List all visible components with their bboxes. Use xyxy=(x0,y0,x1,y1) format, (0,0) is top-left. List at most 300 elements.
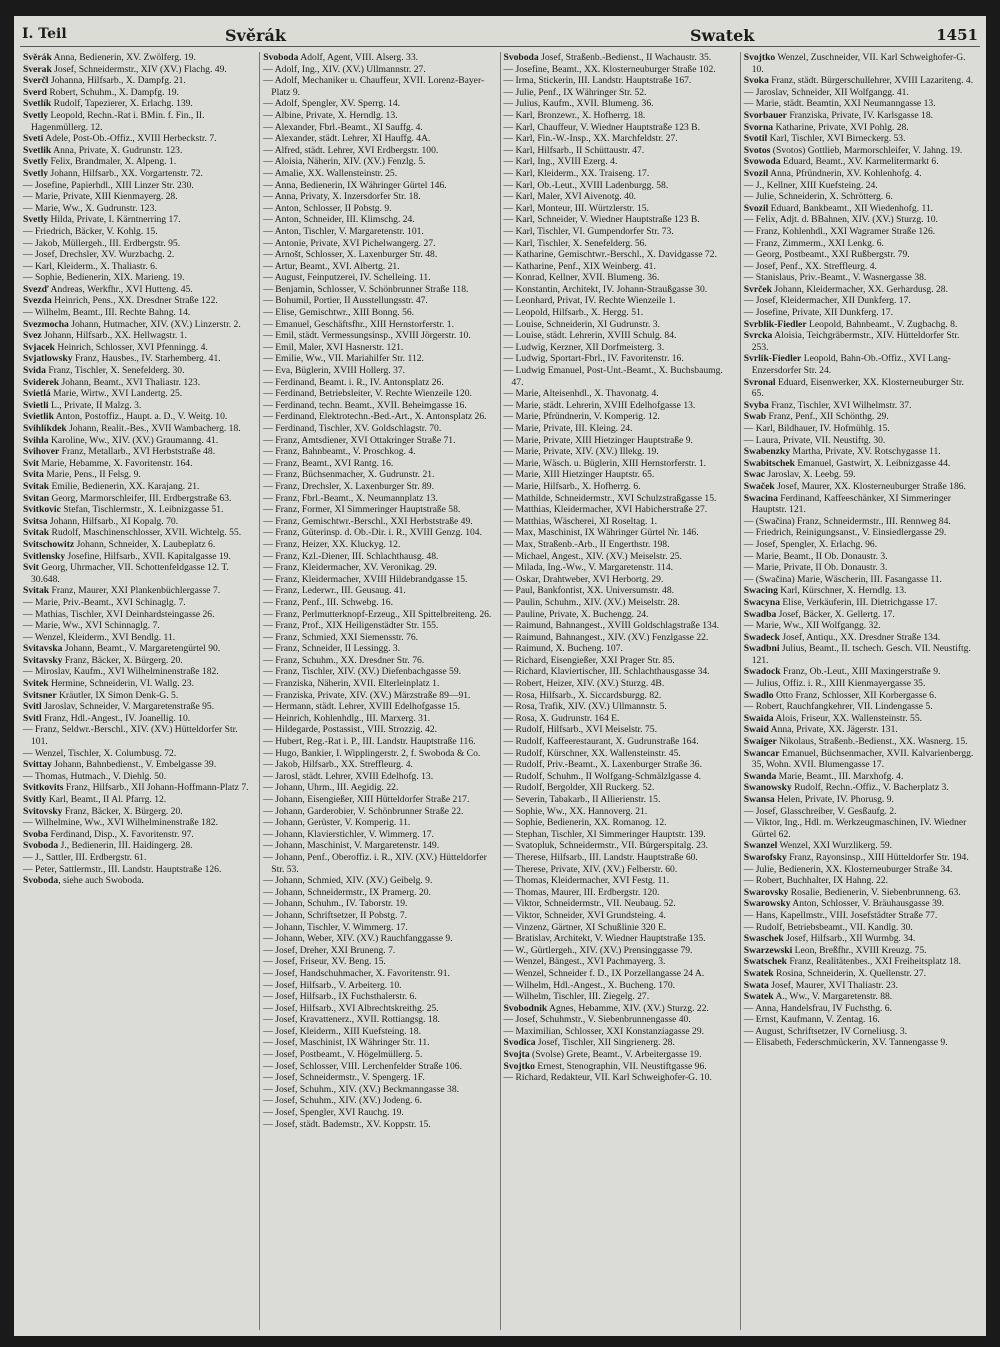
page-header xyxy=(20,16,980,47)
entry-details: Heinrich, Schlosser, XVI Pfenningg. 4. xyxy=(54,341,208,353)
directory-entry xyxy=(263,922,496,934)
entry-details: — Paulin, Schuhm., XIV. (XV.) Meiselstr. 28. xyxy=(503,596,680,608)
entry-surname: Svetly xyxy=(23,214,49,226)
entry-details: — Sophie, Bedienerin, XIX. Marieng. 19. xyxy=(23,272,185,284)
entry-surname: Svitak xyxy=(23,480,50,492)
column-2 xyxy=(260,52,500,1330)
entry-details: Josef, Straßenb.-Bedienst., II Wachaustr. 35. xyxy=(538,52,712,63)
entry-details: Marie, Beamt., III. Marxhofg. 4. xyxy=(776,770,904,782)
directory-entry xyxy=(263,295,496,307)
directory-entry xyxy=(744,516,977,528)
directory-entry xyxy=(744,87,977,99)
directory-entry xyxy=(504,133,737,145)
entry-surname: Svitavsky xyxy=(23,654,63,666)
entry-details: — Rudolf, Schuhm., II Wolfgang-Schmälzlgasse 4. xyxy=(503,770,702,782)
directory-entry xyxy=(504,504,737,516)
entry-details: — Anna, Bedienerin, IX Währinger Gürtel 146. xyxy=(263,179,447,191)
directory-entry xyxy=(263,945,496,957)
directory-entry xyxy=(23,678,256,690)
directory-entry xyxy=(23,365,256,377)
entry-details: — Richard, Redakteur, VII. Karl Schweighofer-G. 10. xyxy=(503,1072,712,1084)
entry-details: — Peter, Sattlermstr., III. Landstr. Hauptstraße 126. xyxy=(23,863,222,875)
directory-entry xyxy=(744,203,977,215)
entry-surname: Swaschek xyxy=(743,933,784,945)
directory-entry xyxy=(744,956,977,968)
directory-entry xyxy=(263,284,496,296)
entry-details: — Robert, Heizer, XIV. (XV.) Sturzg. 4B. xyxy=(503,678,665,690)
directory-entry xyxy=(744,411,977,423)
directory-entry xyxy=(23,597,256,609)
entry-details: — Julius, Kaufm., XVII. Blumeng. 36. xyxy=(503,98,654,110)
directory-entry xyxy=(23,852,256,864)
entry-details: Adele, Post-Ob.-Offiz., XVIII Herbeckstr. 7. xyxy=(43,133,217,145)
directory-entry xyxy=(504,782,737,794)
directory-entry xyxy=(504,1037,737,1049)
entry-details: — Wilhelm, Beamt., III. Rechte Bahng. 14. xyxy=(23,307,191,319)
directory-entry xyxy=(504,748,737,760)
entry-details: — Adolf, Ing., XIV. (XV.) Ullmannstr. 27. xyxy=(263,63,426,75)
directory-entry xyxy=(744,458,977,470)
entry-details: Johann, Beamt., V. Margaretengürtel 90. xyxy=(62,643,221,655)
entry-details: — Emanuel, Geschäftsfhr., XIII Hernstorferstr. 1. xyxy=(263,318,455,330)
directory-entry xyxy=(504,52,737,64)
entry-details: — Franz, Beamt., XVI Rantg. 16. xyxy=(263,457,394,469)
directory-entry xyxy=(263,249,496,261)
entry-details: — Rudolf, Kaffeerestaurant, X. Gudrunstraße 164. xyxy=(503,736,699,748)
entry-details: — Emil, Maler, XVI Hasnerstr. 121. xyxy=(263,341,404,353)
entry-details: — Alexander, Fbrl.-Beamt., XI Sauffg. 4. xyxy=(263,121,423,133)
entry-surname: Svetlík xyxy=(23,98,52,110)
entry-details: Stefan, Tischlermstr., X. Leibnizgasse 51. xyxy=(60,504,224,516)
entry-details: — Sophie, Bedienerin, XX. Romanog. 12. xyxy=(503,817,667,829)
entry-details: — Alfred, städt. Lehrer, XVI Erdbergstr. 100. xyxy=(263,144,439,156)
last-entry-name: Swatek xyxy=(690,26,755,45)
directory-entry xyxy=(263,423,496,435)
directory-entry xyxy=(744,156,977,168)
directory-entry xyxy=(23,817,256,829)
entry-details: — Wenzel, Bängest., XVI Pachmayerg. 3. xyxy=(503,956,666,968)
directory-entry xyxy=(23,191,256,203)
directory-entry xyxy=(263,1107,496,1119)
entry-details: Katharine, Private, XVI Pohlg. 28. xyxy=(773,121,909,133)
directory-entry xyxy=(504,562,737,574)
directory-entry xyxy=(744,817,977,840)
directory-entry xyxy=(504,701,737,713)
entry-details: — Leonhard, Privat, IV. Rechte Wienzeile 1. xyxy=(503,295,676,307)
entry-surname: Svitkovic xyxy=(23,504,61,516)
directory-entry xyxy=(504,249,737,261)
directory-entry xyxy=(263,1072,496,1084)
directory-entry xyxy=(744,968,977,980)
entry-details: Jaroslav, Schneider, V. Margaretenstraße 95. xyxy=(41,701,215,713)
entry-details: Martha, Private, XV. Rotschygasse 11. xyxy=(790,446,941,458)
entry-details: — Wilhelmine, Ww., XVI Wilhelminenstraße 182. xyxy=(23,817,218,829)
entry-surname: Swacina xyxy=(743,492,778,504)
directory-entry xyxy=(23,435,256,447)
entry-details: Anna, Private, X. Gudrunstr. 123. xyxy=(51,144,183,156)
entry-details: — Franz, Former, XI Simmeringer Hauptstraße 58. xyxy=(263,504,461,516)
entry-details: — Konstantin, Architekt, IV. Johann-Straußgasse 30. xyxy=(503,283,708,295)
entry-surname: Swaid xyxy=(743,724,769,736)
entry-details: J., Bedienerin, III. Haidingerg. 28. xyxy=(58,840,193,852)
directory-entry xyxy=(263,991,496,1003)
entry-surname: Swab xyxy=(743,411,767,423)
entry-details: — Josef, Schuhm., XIV. (XV.) Beckmanngasse 38. xyxy=(263,1083,460,1095)
directory-entry xyxy=(23,655,256,667)
directory-page xyxy=(14,16,986,1336)
entry-details: Josef, Antiqu., XX. Dresdner Straße 134. xyxy=(780,631,941,643)
entry-details: — Franz, Perlmutterknopf-Erzeug., XII Spittelbreiteng. 26. xyxy=(263,608,492,620)
entry-details: — Matthias, Wäscherei, XI Roseltag. 1. xyxy=(503,515,658,527)
entry-details: Anna, Private, XX. Jägerstr. 131. xyxy=(768,724,898,736)
entry-details: — Karl, Ing., XVIII Ezerg. 4. xyxy=(503,156,618,168)
directory-entry xyxy=(23,771,256,783)
directory-entry xyxy=(23,272,256,284)
entry-details: Andreas, Werkfhr., XVI Hutteng. 45. xyxy=(48,283,193,295)
entry-details: — Louise, städt. Lehrerin, XVIII Schulg. 84. xyxy=(503,330,677,342)
entry-surname: Svitsa xyxy=(23,515,48,527)
directory-entry xyxy=(263,191,496,203)
entry-details: — Wilhelm, Hdl.-Angest., X. Bucheng. 170. xyxy=(503,979,676,991)
entry-details: — Johann, Schmied, XIV. (XV.) Geibelg. 9. xyxy=(263,875,433,887)
directory-entry xyxy=(23,609,256,621)
entry-details: Karl, Tischler, XVI Birneckerg. 53. xyxy=(767,133,906,145)
directory-entry xyxy=(263,469,496,481)
entry-surname: Svitovsky xyxy=(23,805,63,817)
directory-entry xyxy=(263,435,496,447)
directory-entry xyxy=(23,319,256,331)
entry-details: — Louise, Schneiderin, XI Gudrunstr. 3. xyxy=(503,318,660,330)
entry-surname: Sverak xyxy=(23,63,52,75)
entry-details: Felix, Brandmaler, X. Alpeng. 1. xyxy=(48,156,177,168)
directory-entry xyxy=(504,353,737,365)
directory-entry xyxy=(744,875,977,887)
entry-details: — Raimund, X. Bucheng. 107. xyxy=(503,643,623,655)
directory-entry xyxy=(504,75,737,87)
entry-details: Aloisia, Teichgräbermstr., XIV. Hütteldorfer Str. 253. xyxy=(751,330,960,353)
directory-entry xyxy=(504,435,737,447)
entry-surname: Swadeck xyxy=(743,631,780,643)
directory-entry xyxy=(263,1026,496,1038)
entry-details: Johann, Hilfsarb., XX. Hellwagstr. 1. xyxy=(41,330,187,342)
section-label: I. Teil xyxy=(22,26,67,42)
directory-entry xyxy=(263,713,496,725)
directory-entry xyxy=(504,609,737,621)
entry-surname: Swanowsky xyxy=(743,782,792,794)
entry-surname: Sviderek xyxy=(23,376,60,388)
entry-surname: Svit xyxy=(23,457,39,469)
directory-entry xyxy=(263,493,496,505)
directory-entry xyxy=(744,75,977,87)
entry-columns xyxy=(20,52,980,1330)
directory-entry xyxy=(504,284,737,296)
entry-surname: Swatek xyxy=(743,991,774,1003)
entry-details: Robert, Schuhm., X. Dampfg. 19. xyxy=(46,86,179,98)
directory-entry xyxy=(504,469,737,481)
entry-surname: Swanda xyxy=(743,770,777,782)
entry-details: — Karl, Tischler, VI. Gumpendorfer Str. 73. xyxy=(503,225,674,237)
entry-details: Adolf, Agent, VIII. Alserg. 33. xyxy=(298,52,419,63)
directory-entry xyxy=(504,1026,737,1038)
entry-details: Franz, Ob.-Leut., XIII Maxingerstraße 9. xyxy=(780,666,941,678)
directory-entry xyxy=(744,145,977,157)
directory-entry xyxy=(504,771,737,783)
directory-entry xyxy=(23,643,256,655)
entry-surname: Svetlik xyxy=(23,144,52,156)
directory-entry xyxy=(744,922,977,934)
directory-entry xyxy=(504,98,737,110)
entry-surname: Svowoda xyxy=(743,156,781,168)
entry-details: — Amalie, XX. Wallensteinstr. 25. xyxy=(263,167,398,179)
entry-surname: Svezmocha xyxy=(23,318,69,330)
entry-details: Josef, Tischler, XII Singrienerg. 28. xyxy=(535,1037,675,1049)
entry-surname: Svoboda xyxy=(503,52,539,63)
entry-details: — Rudolf, Hilfsarb., XVI Meiselstr. 75. xyxy=(503,724,657,736)
directory-entry xyxy=(504,272,737,284)
entry-details: — Marie, Ww., X. Gudrunstr. 123. xyxy=(23,202,157,214)
entry-details: — Franz, Schmied, XXI Siemensstr. 76. xyxy=(263,631,419,643)
entry-details: — Hans, Kapellmstr., VIII. Josefstädter Straße 77. xyxy=(743,909,938,921)
directory-entry xyxy=(504,817,737,829)
entry-details: Rudolf, Rechn.-Offiz., V. Bacherplatz 3. xyxy=(791,782,949,794)
entry-surname: Swancar xyxy=(743,747,780,759)
directory-entry xyxy=(263,782,496,794)
entry-details: — Franz, Schuhm., XX. Dresdner Str. 76. xyxy=(263,654,425,666)
entry-details: — Friedrich, Bäcker, V. Kohlg. 15. xyxy=(23,225,158,237)
entry-details: Anna, Bedienerin, XV. Zwölferg. 19. xyxy=(51,52,196,63)
directory-entry xyxy=(744,319,977,331)
directory-entry xyxy=(263,400,496,412)
directory-entry xyxy=(23,423,256,435)
entry-details: — Karl, Bildhauer, IV. Hofmühlg. 15. xyxy=(743,423,890,434)
directory-entry xyxy=(23,481,256,493)
entry-details: — Franz, Büchsenmacher, X. Gudrunstr. 21. xyxy=(263,469,435,481)
entry-details: Josef, Hilfsarb., XII Wurmbg. 34. xyxy=(783,933,916,945)
directory-entry xyxy=(263,168,496,180)
entry-details: — Friedrich, Reinigungsanst., V. Einsiedlergasse 29. xyxy=(743,527,947,539)
entry-details: Rudolf, Maschinenschlosser, XVII. Wichtelg. 55. xyxy=(49,527,242,539)
directory-entry xyxy=(23,168,256,180)
entry-details: — Franz, Schneider, II Lessingg. 3. xyxy=(263,643,401,655)
entry-surname: Svozil xyxy=(743,167,769,179)
entry-details: Johann, Hilfsarb., XI Kopalg. 70. xyxy=(47,515,179,527)
directory-entry xyxy=(263,771,496,783)
entry-details: Georg, Marmorschleifer, III. Erdbergstraße 63. xyxy=(49,492,232,504)
directory-entry xyxy=(23,261,256,273)
column-1 xyxy=(20,52,260,1330)
directory-entry xyxy=(744,678,977,690)
directory-entry xyxy=(263,956,496,968)
directory-entry xyxy=(504,122,737,134)
entry-details: — Stephan, Tischler, XI Simmeringer Hauptstr. 139. xyxy=(503,828,706,840)
directory-entry xyxy=(504,388,737,400)
directory-entry xyxy=(744,272,977,284)
entry-details: — Marie, Ww., XVI Schinnaglg. 7. xyxy=(23,620,160,632)
directory-entry xyxy=(263,307,496,319)
entry-details: — Julie, Bedienerin, XX. Klosterneuburger Straße 34. xyxy=(743,863,953,875)
entry-details: — Adolf, Mechaniker u. Chauffeur, XVII. Lorenz-Bayer-Platz 9. xyxy=(263,75,485,98)
directory-entry xyxy=(263,1014,496,1026)
entry-surname: Svodica xyxy=(503,1037,536,1049)
entry-details: Leopold, Bahn-Ob.-Offiz., XVI Lang-Enzersdorfer Str. 24. xyxy=(751,353,951,377)
directory-entry xyxy=(23,249,256,261)
directory-entry xyxy=(504,968,737,980)
entry-details: — Karl, Maler, XVI Aivenotg. 40. xyxy=(503,191,637,203)
entry-details: — Johann, Uhrm., III. Aegidig. 22. xyxy=(263,782,399,794)
entry-details: Josef, Schneidermstr., XIV (XV.) Flachg. 49. xyxy=(51,63,227,75)
entry-details: — Thomas, Kleidermacher, XVI Festg. 11. xyxy=(503,875,670,887)
entry-details: — Wenzel, Kleiderm., XVI Bendlg. 11. xyxy=(23,631,176,643)
entry-details: Johann, Hilfsarb., XX. Vorgartenstr. 72. xyxy=(48,167,203,179)
directory-entry xyxy=(23,713,256,725)
directory-entry xyxy=(504,736,737,748)
entry-details: — Jarosl, städt. Lehrer, XVIII Edelhofg. 13. xyxy=(263,770,434,782)
entry-details: — Max, Maschinist, IX Währinger Gürtel Nr. 146. xyxy=(503,527,699,539)
entry-surname: Svotos xyxy=(743,144,771,156)
directory-entry xyxy=(744,423,977,435)
entry-surname: Swarovsky xyxy=(743,886,789,898)
directory-entry xyxy=(23,180,256,192)
entry-details: Karl, Beamt., II Al. Pfarrg. 12. xyxy=(46,794,167,805)
entry-surname: Svitschowitz xyxy=(23,538,75,550)
directory-entry xyxy=(23,110,256,133)
entry-details: — Elise, Gemischtwr., XIII Bonng. 56. xyxy=(263,307,415,319)
entry-details: — Katharine, Gemischtwr.-Berschl., X. Davidgasse 72. xyxy=(503,249,717,261)
entry-details: Marie, Wirtw., XVI Landertg. 25. xyxy=(50,388,183,400)
entry-details: — Jakob, Hilfsarb., XX. Streffleurg. 4. xyxy=(263,759,413,771)
entry-details: Marie, Pens., II Felsg. 9. xyxy=(43,469,141,481)
entry-details: — Karl, Kleiderm., X. Thaliastr. 6. xyxy=(23,260,158,272)
directory-entry xyxy=(744,1026,977,1038)
directory-entry xyxy=(263,203,496,215)
directory-entry xyxy=(504,910,737,922)
entry-details: — Ludwig Emanuel, Post-Unt.-Beamt., X. Buchsbaumg. 47. xyxy=(503,365,723,388)
entry-surname: Swatek xyxy=(743,967,774,979)
entry-details: A., Ww., V. Margaretenstr. 88. xyxy=(773,991,893,1003)
directory-entry xyxy=(504,678,737,690)
directory-entry xyxy=(504,713,737,725)
column-3 xyxy=(501,52,741,1330)
entry-details: — Ernst, Kaufmann, V. Zentag. 16. xyxy=(743,1014,880,1026)
directory-entry xyxy=(504,794,737,806)
directory-entry xyxy=(504,481,737,493)
entry-details: — Josef, Hilfsarb., V. Arbeiterg. 10. xyxy=(263,979,402,991)
entry-details: — Johann, Tischler, V. Wimmerg. 17. xyxy=(263,921,408,933)
entry-details: Leopold, Rechn.-Rat i. BMin. f. Fin., II. Hagenmüllerg. 12. xyxy=(31,109,205,133)
directory-entry xyxy=(23,75,256,87)
directory-entry xyxy=(263,504,496,516)
directory-entry xyxy=(23,748,256,760)
directory-entry xyxy=(263,180,496,192)
directory-entry xyxy=(744,110,977,122)
directory-entry xyxy=(263,98,496,110)
entry-surname: Svitkovits xyxy=(23,782,64,794)
directory-entry xyxy=(744,377,977,400)
entry-details: Franz, Bäcker, X. Bürgerg. 20. xyxy=(62,805,183,817)
entry-details: Ferdinand, Kaffeeschänker, XI Simmeringer Hauptstr. 121. xyxy=(751,492,952,516)
entry-surname: Svjacek xyxy=(23,341,55,353)
directory-entry xyxy=(744,261,977,273)
entry-details: Franz, Maurer, XXI Plankenbüchlergasse 7. xyxy=(49,585,221,597)
directory-entry xyxy=(504,666,737,678)
directory-entry xyxy=(504,956,737,968)
directory-entry xyxy=(504,991,737,1003)
entry-details: — Karl, Kleiderm., XX. Traiseng. 17. xyxy=(503,167,650,179)
directory-entry xyxy=(263,690,496,702)
entry-details: — Marie, Private, II Ob. Donaustr. 3. xyxy=(743,562,888,574)
entry-details: — Josef, Glasschreiber, V. Gesßaufg. 2. xyxy=(743,805,897,817)
directory-entry xyxy=(23,446,256,458)
entry-details: Franz, Realitätenbes., XXI Freiheitsplatz 18. xyxy=(786,956,961,968)
entry-details: — Karl, Fin.-W.-Insp., XX. Marchfeldstr. 27. xyxy=(503,133,678,145)
entry-details: — Johann, Schneidermstr., IX Pramerg. 20. xyxy=(263,886,431,898)
directory-entry xyxy=(504,411,737,423)
directory-entry xyxy=(504,690,737,702)
directory-entry xyxy=(263,655,496,667)
entry-details: — Ferdinand, Beamt. i. R., IV. Antonsplatz 26. xyxy=(263,376,444,388)
entry-surname: Svietlik xyxy=(23,411,54,423)
directory-entry xyxy=(504,539,737,551)
directory-entry xyxy=(504,423,737,435)
directory-entry xyxy=(504,516,737,528)
directory-entry xyxy=(744,493,977,516)
directory-entry xyxy=(23,133,256,145)
entry-surname: Svoboda xyxy=(263,52,299,63)
directory-entry xyxy=(744,214,977,226)
directory-entry xyxy=(744,539,977,551)
entry-details: Franz, Penf., XII Schönthg. 29. xyxy=(766,411,889,423)
entry-details: — Marie, Pfründnerin, V. Komperig. 12. xyxy=(503,411,660,423)
directory-entry xyxy=(263,597,496,609)
entry-surname: Svyba xyxy=(743,399,769,411)
entry-details: — August, Feinputzerei, IV. Schelleing. 11. xyxy=(263,272,431,284)
directory-entry xyxy=(504,933,737,945)
directory-entry xyxy=(263,1049,496,1061)
entry-details: — Stanislaus, Priv.-Beamt., V. Wasnergasse 38. xyxy=(743,272,927,284)
entry-details: — Bratislav, Architekt, V. Wiedner Hauptstraße 135. xyxy=(503,933,706,945)
directory-entry xyxy=(23,782,256,794)
directory-entry xyxy=(744,527,977,539)
entry-details: — Josef, Kravattenerz., XVII. Rottiangsg. 18. xyxy=(263,1014,440,1026)
entry-details: Franz, Tischler, XVI Wilhelmstr. 37. xyxy=(768,399,912,411)
directory-entry xyxy=(744,551,977,563)
entry-surname: Svorna xyxy=(743,121,774,133)
directory-entry xyxy=(263,1003,496,1015)
entry-details: — Benjamin, Schlosser, V. Schönbrunner Straße 118. xyxy=(263,283,469,295)
entry-details: Heinrich, Pens., XX. Dresdner Straße 122. xyxy=(51,295,218,307)
entry-details: — Elisabeth, Federschmückerin, XV. Tannengasse 9. xyxy=(743,1037,948,1049)
entry-details: Johann, Hutmacher, XIV. (XV.) Linzerstr. 2. xyxy=(68,318,241,330)
entry-details: — Mathias, Tischler, XVI Deinhardsteingasse 26. xyxy=(23,608,215,620)
directory-entry xyxy=(23,295,256,307)
directory-entry xyxy=(504,87,737,99)
entry-details: — Maximilian, Schlosser, XXI Konstanziagasse 29. xyxy=(503,1025,705,1037)
entry-details: — Adolf, Spengler, XV. Sperrg. 14. xyxy=(263,98,401,110)
entry-details: Eduard, Eisenwerker, XX. Klosterneuburger Str. 65. xyxy=(751,376,964,400)
entry-surname: Swatschek xyxy=(743,956,787,968)
entry-details: Emilie, Bedienerin, XX. Karajang. 21. xyxy=(49,480,200,492)
entry-surname: Svorbauer xyxy=(743,109,787,121)
directory-entry xyxy=(263,446,496,458)
entry-details: — Ferdinand, Tischler, XV. Goldschlagstr. 70. xyxy=(263,423,442,434)
entry-surname: Svetly xyxy=(23,156,49,168)
directory-entry xyxy=(23,469,256,481)
entry-details: — Josefine, Private, XII Dunkferg. 17. xyxy=(743,307,894,319)
entry-surname: Sverd xyxy=(23,86,47,98)
entry-details: — Richard, Eisengießer, XXI Prager Str. 85. xyxy=(503,654,675,666)
directory-entry xyxy=(744,713,977,725)
entry-details: — Katharine, Penf., XIX Weinberg. 41. xyxy=(503,260,656,272)
